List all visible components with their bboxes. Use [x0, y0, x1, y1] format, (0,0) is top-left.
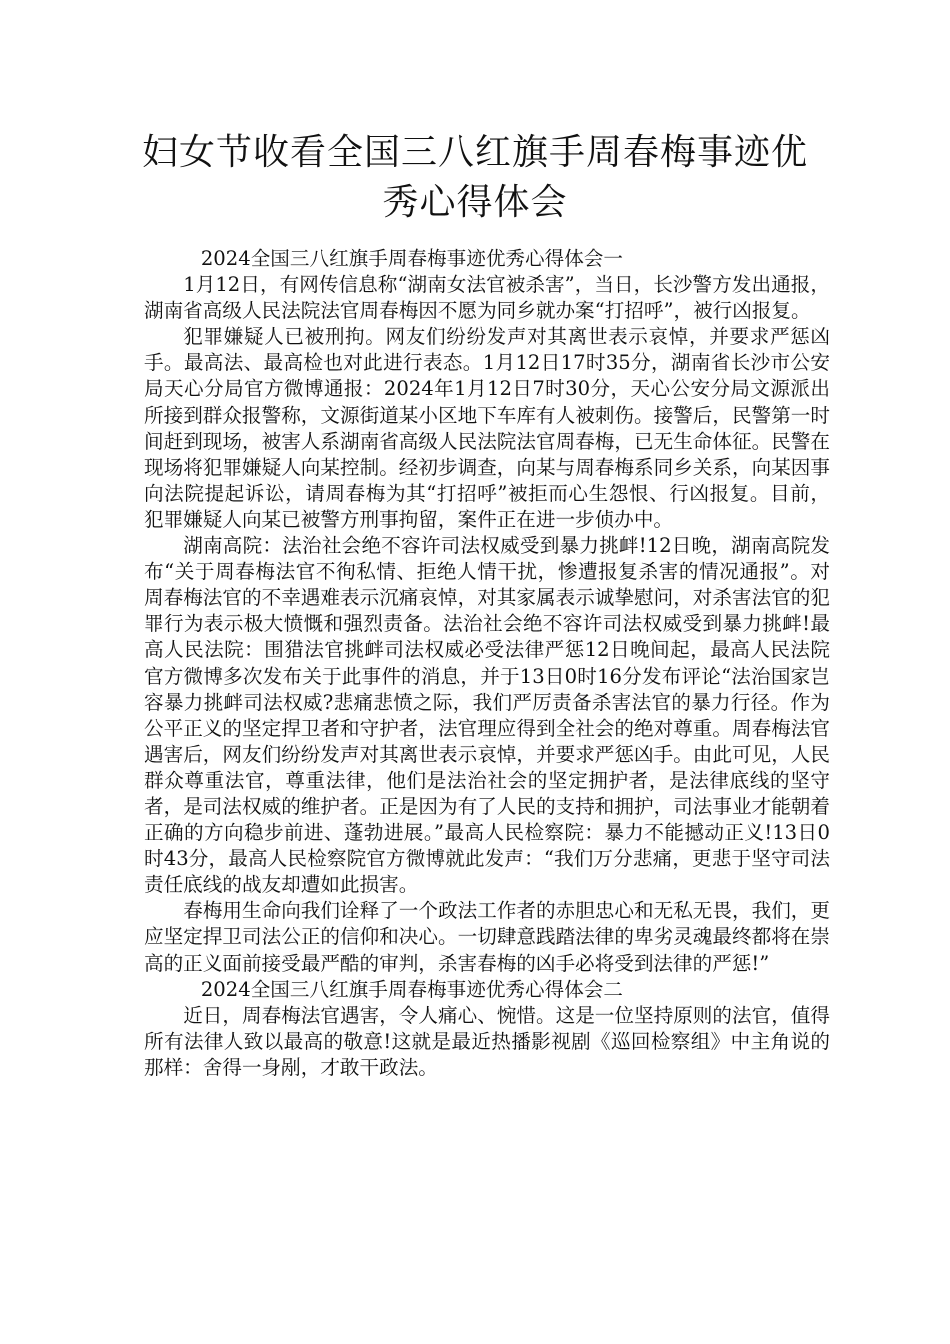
paragraph-5: 近日，周春梅法官遇害，令人痛心、惋惜。这是一位坚持原则的法官，值得所有法律人致以最高的敬意!这就是最近热播影视剧《巡回检察组》中主角说的那样：舍得一身剐，才敢干政法。 [144, 1003, 830, 1079]
title-line-2: 秀心得体会 [382, 182, 568, 223]
paragraph-3: 湖南高院：法治社会绝不容许司法权威受到暴力挑衅!12日晚，湖南高院发布“关于周春梅法官不徇私情、拒绝人情干扰，惨遭报复杀害的情况通报”。对周春梅法官的不幸遇难表示沉痛哀悼，对其家属表示诚挚慰问，对杀害法官的犯罪行为表示极大愤慨和强烈责备。法治社会绝不容许司法权威受到暴力挑衅!最高人民法院：围猎法官挑衅司法权威必受法律严惩12日晚间起，最高人民法院官方微博多次发布关于此事件的消息，并于13日0时16分发布评论“法治国家岂容暴力挑衅司法权威?悲痛悲愤之际，我们严厉责备杀害法官的暴力行径。作为公平正义的坚定捍卫者和守护者，法官理应得到全社会的绝对尊重。周春梅法官遇害后，网友们纷纷发声对其离世表示哀悼，并要求严惩凶手。由此可见，人民群众尊重法官，尊重法律，他们是法治社会的坚定拥护者，是法律底线的坚守者，是司法权威的维护者。正是因为有了人民的支持和拥护，司法事业才能朝着正确的方向稳步前进、蓬勃进展。”最高人民检察院：暴力不能撼动正义!13日0时43分，最高人民检察院官方微博就此发声：“我们万分悲痛，更悲于坚守司法责任底线的战友却遭如此损害。 [144, 534, 830, 897]
document-title [110, 128, 840, 228]
title-line-1: 妇女节收看全国三八红旗手周春梅事迹优 [141, 132, 808, 173]
paragraph-2: 犯罪嫌疑人已被刑拘。网友们纷纷发声对其离世表示哀悼，并要求严惩凶手。最高法、最高检也对此进行表态。1月12日17时35分，湖南省长沙市公安局天心分局官方微博通报：2024年1月12日7时30分，天心公安分局文源派出所接到群众报警称，文源街道某小区地下车库有人被刺伤。接警后，民警第一时间赶到现场，被害人系湖南省高级人民法院法官周春梅，已无生命体征。民警在现场将犯罪嫌疑人向某控制。经初步调查，向某与周春梅系同乡关系，向某因事向法院提起诉讼，请周春梅为其“打招呼”被拒而心生怨恨、行凶报复。目前，犯罪嫌疑人向某已被警方刑事拘留，案件正在进一步侦办中。 [144, 325, 830, 531]
paragraph-1: 1月12日，有网传信息称“湖南女法官被杀害”，当日，长沙警方发出通报，湖南省高级人民法院法官周春梅因不愿为同乡就办案“打招呼”，被行凶报复。 [144, 273, 830, 323]
document-body [144, 246, 830, 1081]
section-heading-2: 2024全国三八红旗手周春梅事迹优秀心得体会二 [200, 977, 623, 1001]
paragraph-4: 春梅用生命向我们诠释了一个政法工作者的赤胆忠心和无私无畏，我们，更应坚定捍卫司法公正的信仰和决心。一切肆意践踏法律的卑劣灵魂最终都将在崇高的正义面前接受最严酷的审判，杀害春梅的凶手必将受到法律的严惩!” [144, 899, 830, 975]
section-heading-1: 2024全国三八红旗手周春梅事迹优秀心得体会一 [200, 247, 623, 270]
